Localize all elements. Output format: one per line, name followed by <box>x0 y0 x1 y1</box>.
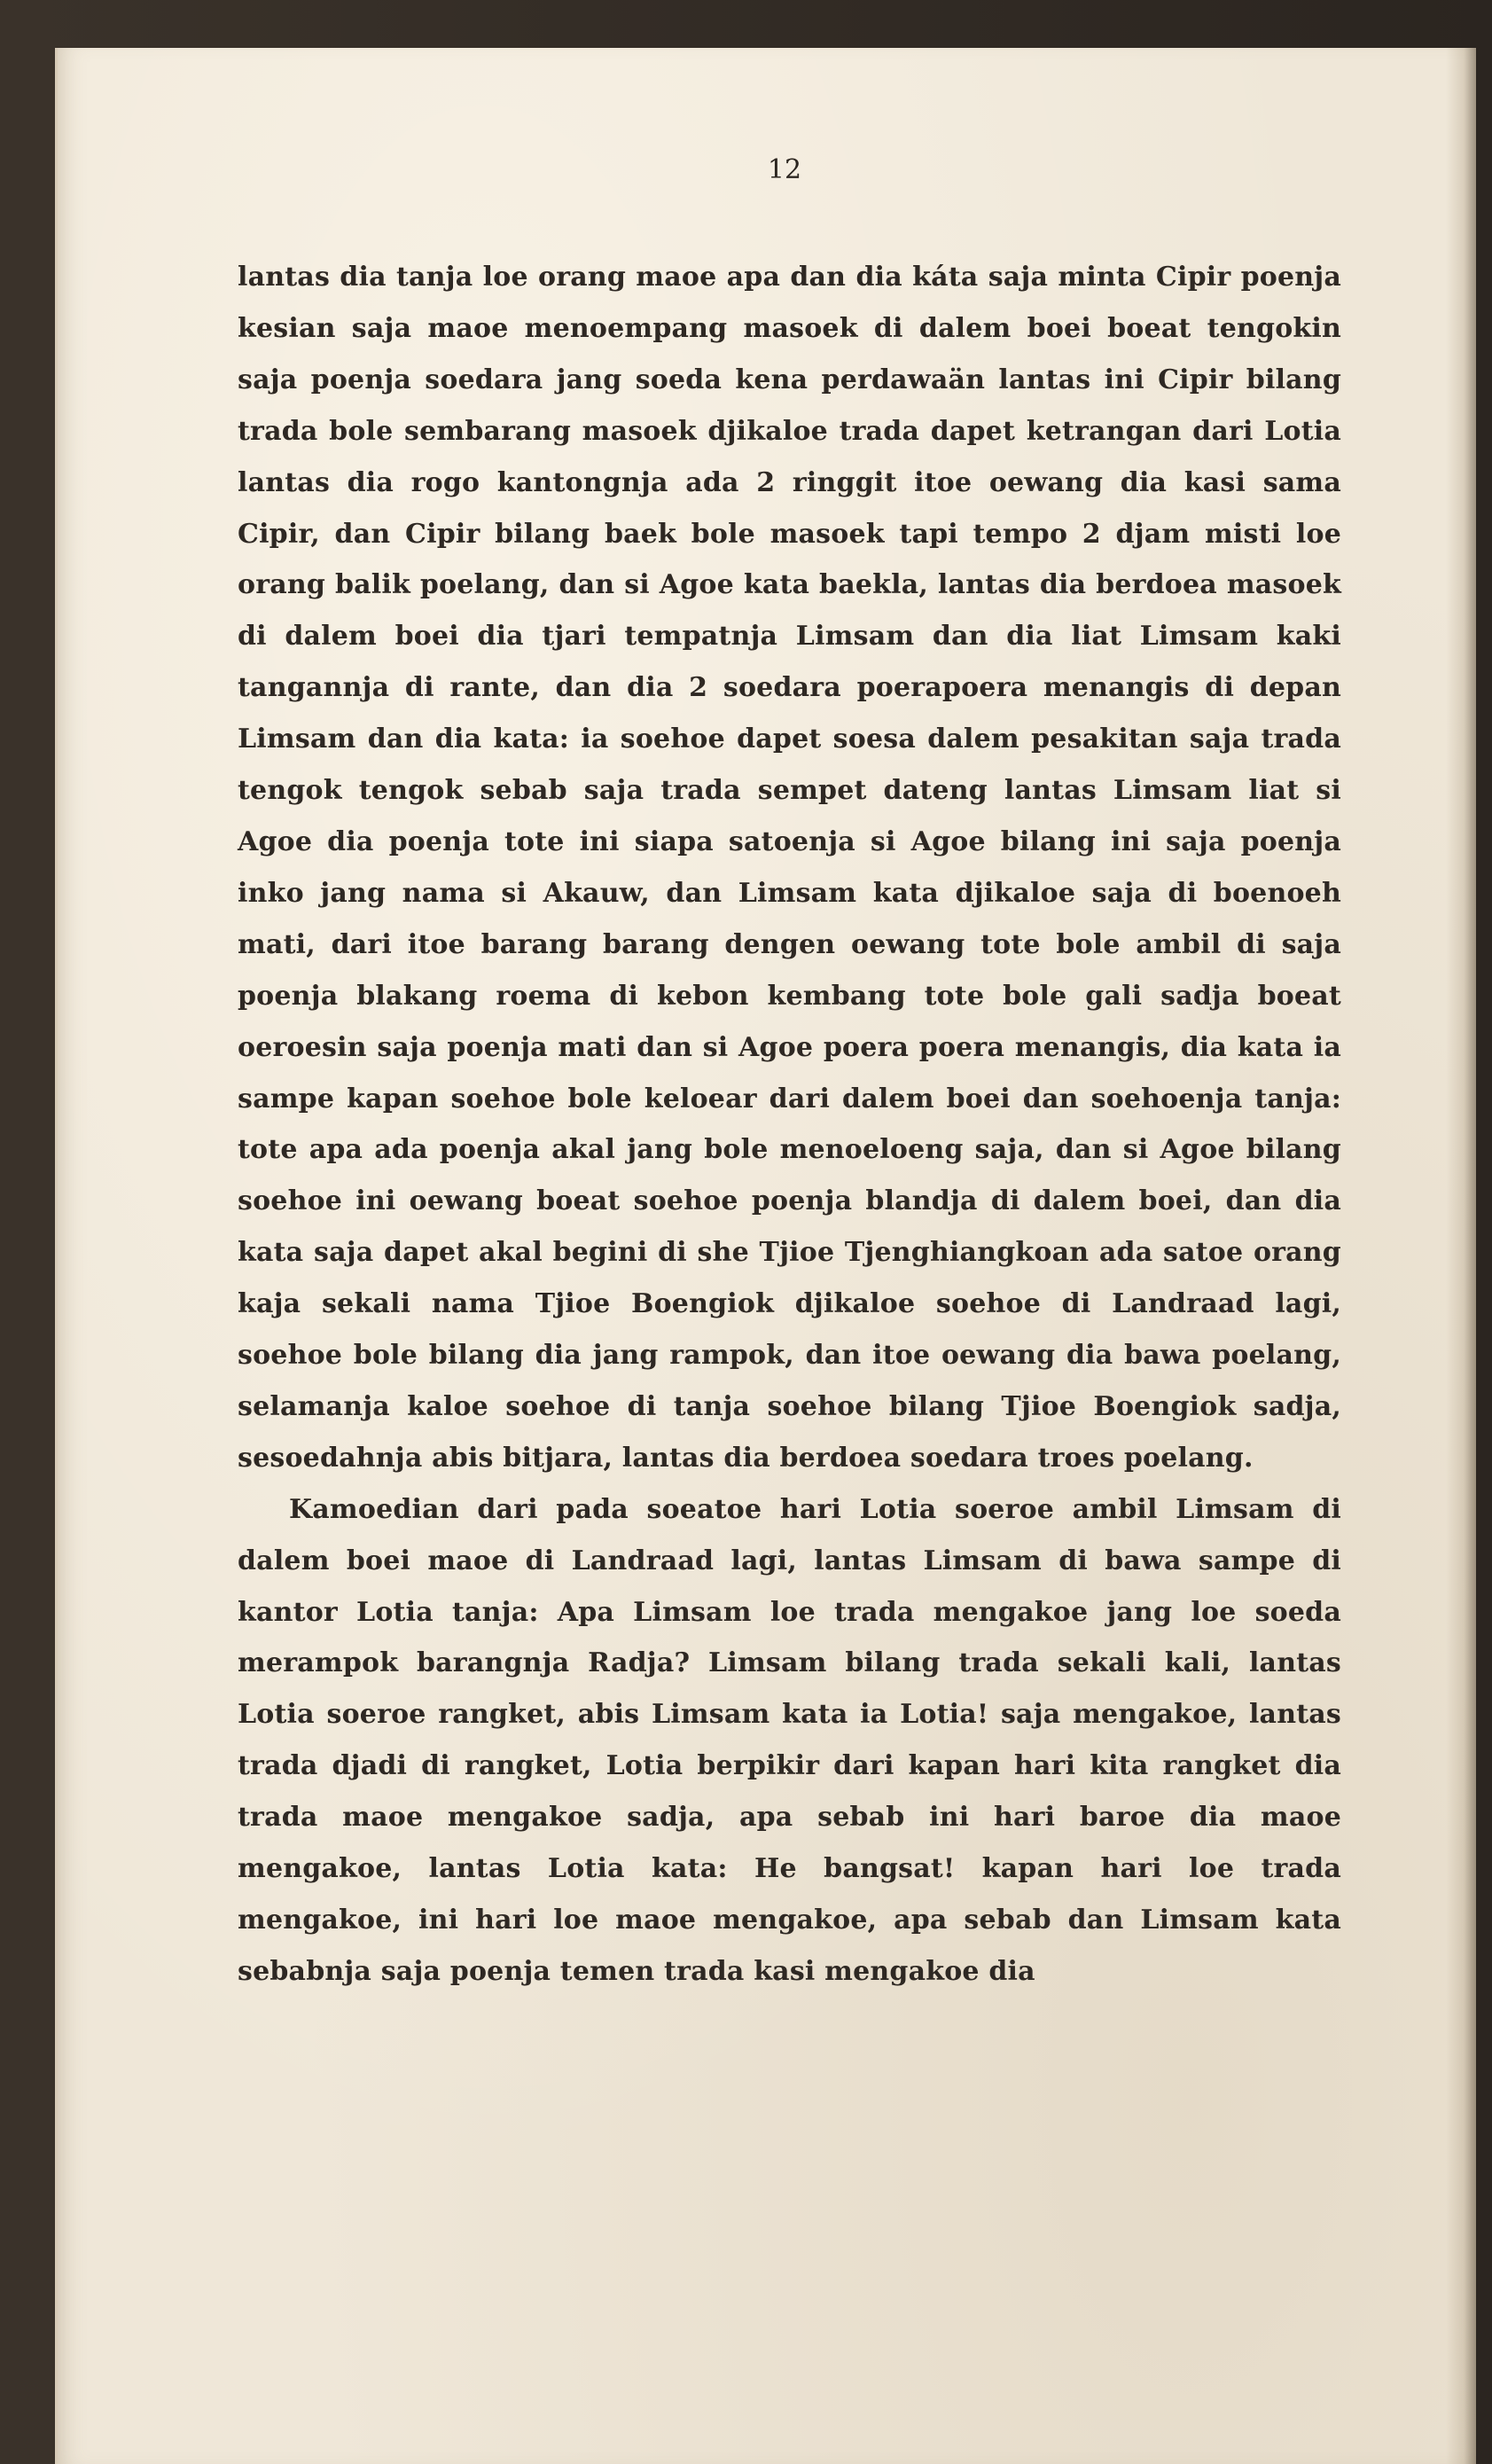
page-number: 12 <box>767 154 802 185</box>
body-text <box>238 252 1341 1998</box>
page-edge-shadow <box>1446 48 1476 2464</box>
paragraph-2: Kamoedian dari pada soeatoe hari Lotia soeroe ambil Limsam di dalem boei maoe di Landraad lagi, lantas Limsam di bawa sampe di kantor Lotia tanja: Apa Limsam loe trada mengakoe jang loe soeda merampok barangnja Radja? Limsam bilang trada sekali kali, lantas Lotia soeroe rangket, abis Limsam kata ia Lotia! saja mengakoe, lantas trada djadi di rangket, Lotia berpikir dari kapan hari kita rangket dia trada maoe mengakoe sadja, apa sebab ini hari baroe dia maoe mengakoe, lantas Lotia kata: He bangsat! kapan hari loe trada mengakoe, ini hari loe maoe mengakoe, apa sebab dan Limsam kata sebabnja saja poenja temen trada kasi mengakoe dia <box>238 1493 1341 1987</box>
paragraph-1: lantas dia tanja loe orang maoe apa dan dia káta saja minta Cipir poenja kesian saja maoe menoempang masoek di dalem boei boeat tengokin saja poenja soedara jang soeda kena perdawaän lantas ini Cipir bilang trada bole sembarang masoek djikaloe trada dapet ketrangan dari Lotia lantas dia rogo kantongnja ada 2 ringgit itoe oewang dia kasi sama Cipir, dan Cipir bilang baek bole masoek tapi tempo 2 djam misti loe orang balik poelang, dan si Agoe kata baekla, lantas dia berdoea masoek di dalem boei dia tjari tempatnja Limsam dan dia liat Limsam kaki tangannja di rante, dan dia 2 soedara poerapoera menangis di depan Limsam dan dia kata: ia soehoe dapet soesa dalem pesakitan saja trada tengok tengok sebab saja trada sempet dateng lantas Limsam liat si Agoe dia poenja tote ini siapa satoenja si Agoe bilang ini saja poenja inko jang nama si Akauw, dan Limsam kata djikaloe saja di boenoeh mati, dari itoe barang barang dengen oewang tote bole ambil di saja poenja blakang roema di kebon kembang tote bole gali sadja boeat oeroesin saja poenja mati dan si Agoe poera poera menangis, dia kata ia sampe kapan soehoe bole keloear dari dalem boei dan soehoenja tanja: tote apa ada poenja akal jang bole menoeloeng saja, dan si Agoe bilang soehoe ini oewang boeat soehoe poenja blandja di dalem boei, dan dia kata saja dapet akal begini di she Tjioe Tjenghiangkoan ada satoe orang kaja sekali nama Tjioe Boengiok djikaloe soehoe di Landraad lagi, soehoe bole bilang dia jang rampok, dan itoe oewang dia bawa poelang, selamanja kaloe soehoe di tanja soehoe bilang Tjioe Boengiok sadja, sesoedahnja abis bitjara, lantas dia berdoea soedara troes poelang. <box>238 262 1341 1474</box>
